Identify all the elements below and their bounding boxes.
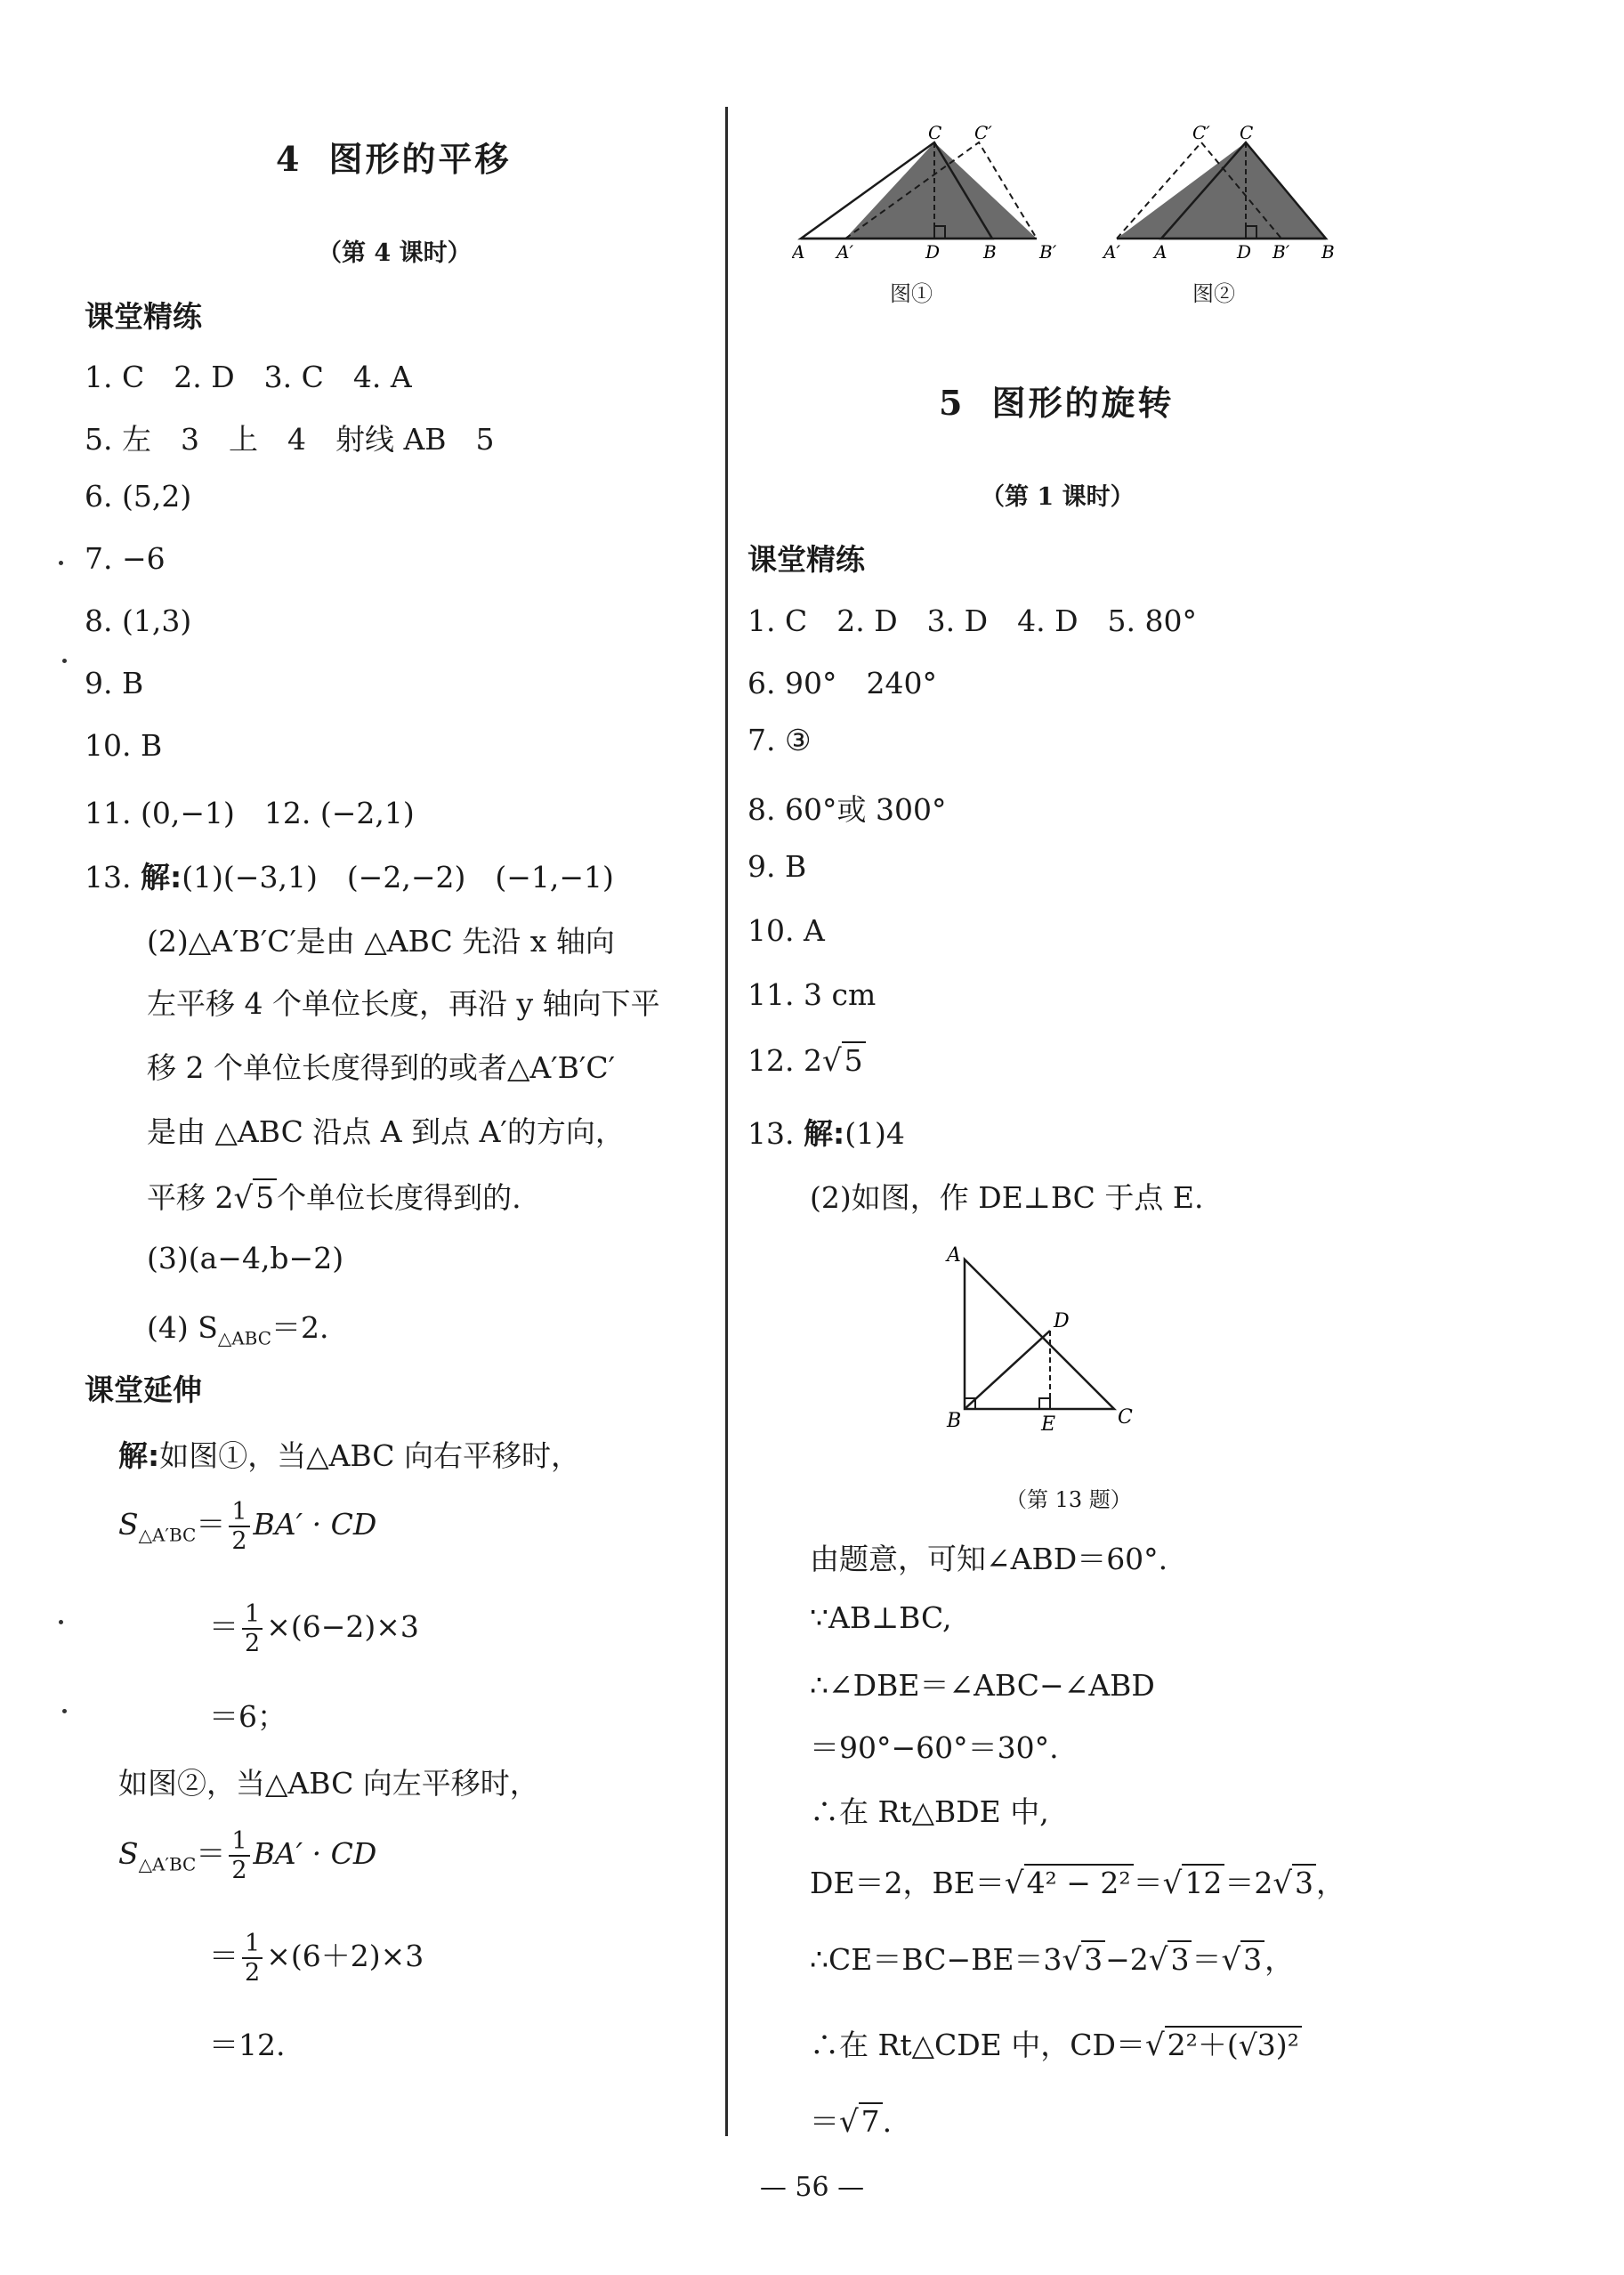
fig1-label-cp: C′ <box>974 125 992 143</box>
answer-8: 8. (1,3) <box>85 603 192 638</box>
s5-step-6-rad1: 4² − 2² <box>1024 1864 1134 1901</box>
fig2-shaded-triangle <box>1117 142 1326 239</box>
ext-eq-3: ＝ <box>196 1836 226 1871</box>
section-4-title-text: 图形的平移 <box>328 139 512 179</box>
s5-answer-13-jie: 解: <box>803 1116 845 1151</box>
s5-answer-13-part-1 <box>747 1111 905 1153</box>
sqrt-sign: √ <box>1221 1942 1241 1978</box>
fraction-numerator: 1 <box>229 1829 249 1857</box>
answer-13-p4-a: (4) S <box>147 1310 218 1345</box>
answer-11-12: 11. (0,−1) 12. (−2,1) <box>85 796 415 830</box>
s5-step-6-rad2: 12 <box>1182 1864 1224 1901</box>
ext-line-7 <box>209 1931 424 1985</box>
s5-answer-13-part-2: (2)如图，作 DE⊥BC 于点 E. <box>810 1180 1204 1215</box>
ext-line-2 <box>118 1500 376 1553</box>
s5-step-8 <box>810 2022 1302 2064</box>
s5-step-7-c: ＝ <box>1192 1942 1222 1977</box>
figure-13-caption: （第 13 题） <box>1006 1487 1132 1512</box>
sqrt-sign: √ <box>821 1043 842 1079</box>
s5-answer-13-p1: (1)4 <box>844 1116 905 1151</box>
ext-line-3 <box>209 1602 419 1656</box>
figure-13 <box>943 1242 1139 1437</box>
s5-step-6 <box>810 1860 1345 1902</box>
fig2-label-d: D <box>1237 241 1252 258</box>
fraction-numerator: 1 <box>242 1931 263 1959</box>
s5-step-6-c: ＝2 <box>1224 1866 1273 1900</box>
fig13-label-b: B <box>947 1410 962 1432</box>
answer-9: 9. B <box>85 666 144 700</box>
s5-step-8-a: ∴在 Rt△CDE 中，CD＝ <box>810 2028 1145 2062</box>
fig1-shaded-triangle <box>845 142 1037 239</box>
sqrt-sign: √ <box>233 1180 254 1216</box>
ext-line-6 <box>118 1829 376 1882</box>
ext-line-4: ＝6； <box>209 1699 287 1734</box>
section-5-lesson: （第 1 课时） <box>981 483 1135 511</box>
s5-answer-12-radicand: 5 <box>842 1041 866 1079</box>
ext-line-1-text: 如图①，当△ABC 向右平移时， <box>159 1438 581 1473</box>
ext-s-sub: △A′BC <box>138 1524 197 1546</box>
sqrt-sign: √ <box>839 2104 859 2140</box>
s5-step-9 <box>810 2099 892 2141</box>
ext-s-label-2: S <box>118 1836 139 1871</box>
section-4-title <box>276 132 511 181</box>
margin-dot <box>59 1620 63 1624</box>
s5-answer-10: 10. A <box>747 913 825 948</box>
ext-line-6-tail: BA′ · CD <box>253 1836 377 1871</box>
s5-answer-13-number: 13. <box>747 1116 795 1151</box>
s5-answer-7: 7. ③ <box>747 723 812 757</box>
answer-1-4: 1. C 2. D 3. C 4. A <box>85 360 412 394</box>
figure-2-caption: 图② <box>1192 281 1235 306</box>
margin-dot <box>62 659 67 663</box>
section-4-number: 4 <box>276 139 303 179</box>
s5-step-7-b: −2 <box>1105 1942 1149 1977</box>
fraction-half-3 <box>229 1829 249 1882</box>
answer-13-p2-l5-radicand: 5 <box>253 1178 277 1216</box>
page-number: — 56 — <box>759 2172 865 2203</box>
answer-13-p4-sub: △ABC <box>217 1327 272 1349</box>
answer-13-p4-b: ＝2. <box>271 1310 329 1345</box>
sqrt-sign: √ <box>1004 1866 1024 1901</box>
s5-step-7-d: ， <box>1264 1942 1295 1977</box>
fig2-label-c: C <box>1240 125 1254 143</box>
s5-step-8-rad: 2²＋(√3)² <box>1165 2026 1302 2063</box>
sqrt-sign: √ <box>1273 1866 1292 1901</box>
ext-eq-4: ＝ <box>209 1939 238 1973</box>
answer-13-part-3: (3)(a−4,b−2) <box>147 1241 344 1275</box>
answer-5: 5. 左 3 上 4 射线 AB 5 <box>85 422 495 457</box>
ext-eq-2: ＝ <box>209 1609 238 1644</box>
answer-7: 7. −6 <box>85 541 166 576</box>
fig13-label-e: E <box>1041 1413 1056 1436</box>
fig1-label-bp: B′ <box>1039 241 1057 258</box>
fraction-numerator: 1 <box>242 1602 263 1630</box>
section-5-title-text: 图形的旋转 <box>991 383 1175 423</box>
section-5-title <box>939 376 1174 425</box>
fig13-label-c: C <box>1118 1406 1133 1429</box>
ext-line-3-tail: ×(6−2)×3 <box>266 1609 419 1644</box>
ext-line-7-tail: ×(6＋2)×3 <box>266 1939 424 1973</box>
figure-1 <box>792 125 1095 258</box>
ext-eq: ＝ <box>196 1507 226 1542</box>
s5-answer-6: 6. 90° 240° <box>747 666 937 700</box>
fig13-segment-bd <box>965 1331 1050 1409</box>
fig2-label-bp: B′ <box>1273 241 1290 258</box>
ext-s-sub-2: △A′BC <box>138 1853 197 1875</box>
fraction-denominator: 2 <box>245 1959 261 1987</box>
sqrt-sign: √ <box>1148 1942 1168 1978</box>
margin-dot <box>59 561 63 565</box>
s5-step-6-rad3: 3 <box>1292 1864 1316 1901</box>
fig13-triangle-abc <box>965 1259 1114 1409</box>
fig1-label-d: D <box>925 241 941 258</box>
s5-answer-12 <box>747 1041 866 1079</box>
fig13-label-d: D <box>1054 1310 1070 1332</box>
fig2-label-a: A <box>1154 241 1168 258</box>
section-4-ketang-heading: 课堂精练 <box>85 299 202 334</box>
answer-13-part-1 <box>85 854 614 896</box>
answer-13-part-2-line-5 <box>147 1175 521 1217</box>
s5-step-4: ＝90°−60°＝30°. <box>810 1730 1059 1765</box>
answer-13-p2-l5-b: 个单位长度得到的. <box>277 1180 521 1215</box>
fraction-half <box>229 1500 249 1553</box>
s5-step-7-rad3: 3 <box>1240 1940 1264 1978</box>
s5-answer-8: 8. 60°或 300° <box>747 792 947 827</box>
fig1-label-a: A <box>792 241 805 258</box>
answer-6: 6. (5,2) <box>85 479 192 514</box>
s5-answer-11: 11. 3 cm <box>747 977 877 1012</box>
answer-13-jie: 解: <box>140 860 182 895</box>
sqrt-sign: √ <box>1162 1866 1183 1901</box>
fig2-label-cp: C′ <box>1192 125 1210 143</box>
answer-13-number: 13. <box>85 860 132 895</box>
s5-answer-9: 9. B <box>747 849 807 884</box>
fig2-label-ap: A′ <box>1103 241 1120 258</box>
fraction-denominator: 2 <box>245 1630 261 1657</box>
section-4-lesson: （第 4 课时） <box>318 239 472 267</box>
ext-line-5: 如图②，当△ABC 向左平移时， <box>118 1766 539 1801</box>
figure-2 <box>1099 125 1384 258</box>
ext-line-2-tail: BA′ · CD <box>253 1507 377 1542</box>
figure-1-caption: 图① <box>890 281 933 306</box>
s5-step-7 <box>810 1937 1294 1979</box>
section-5-ketang-heading: 课堂精练 <box>747 542 865 577</box>
fraction-half-4 <box>242 1931 263 1985</box>
sqrt-sign: √ <box>1062 1942 1082 1978</box>
answer-10: 10. B <box>85 728 163 763</box>
fig1-label-b: B <box>983 241 997 258</box>
answer-13-part-2-line-3: 移 2 个单位长度得到的或者△A′B′C′ <box>147 1050 616 1085</box>
s5-step-6-a: DE＝2，BE＝ <box>810 1866 1005 1900</box>
s5-step-6-d: ， <box>1316 1866 1345 1900</box>
answer-13-p1-text: (1)(−3,1) (−2,−2) (−1,−1) <box>182 860 614 895</box>
s5-answer-12-a: 12. 2 <box>747 1043 822 1078</box>
answer-13-part-2-line-2: 左平移 4 个单位长度，再沿 y 轴向下平 <box>147 986 660 1021</box>
ext-s-label: S <box>118 1507 139 1542</box>
s5-answer-1-5: 1. C 2. D 3. D 4. D 5. 80° <box>747 603 1197 638</box>
answer-13-p2-l5-a: 平移 2 <box>147 1180 234 1215</box>
s5-step-9-a: ＝ <box>810 2104 839 2139</box>
s5-step-2: ∵AB⊥BC, <box>810 1600 952 1635</box>
ext-line-8: ＝12. <box>209 2028 286 2062</box>
fraction-numerator: 1 <box>229 1500 249 1527</box>
s5-step-1: 由题意，可知∠ABD＝60°. <box>810 1542 1168 1576</box>
answer-13-part-2-line-4: 是由 △ABC 沿点 A 到点 A′的方向， <box>147 1114 625 1149</box>
s5-step-3: ∴∠DBE＝∠ABC−∠ABD <box>810 1668 1155 1703</box>
ext-line-1 <box>118 1433 580 1475</box>
fig2-label-b: B <box>1321 241 1335 258</box>
fraction-denominator: 2 <box>231 1857 247 1884</box>
fraction-denominator: 2 <box>231 1527 247 1555</box>
fig13-right-angle-e <box>1039 1398 1050 1409</box>
sqrt-sign: √ <box>1144 2028 1165 2063</box>
answer-13-part-2-line-1: (2)△A′B′C′是由 △ABC 先沿 x 轴向 <box>147 924 615 959</box>
margin-dot <box>62 1709 67 1713</box>
s5-step-7-rad2: 3 <box>1168 1940 1192 1978</box>
fraction-half-2 <box>242 1602 263 1656</box>
s5-step-6-b: ＝ <box>1133 1866 1163 1900</box>
s5-step-5: ∴在 Rt△BDE 中, <box>810 1794 1049 1829</box>
s5-step-7-rad1: 3 <box>1081 1940 1105 1978</box>
answer-13-part-4 <box>147 1305 329 1349</box>
s5-step-9-b: . <box>882 2104 893 2139</box>
section-5-number: 5 <box>939 383 966 423</box>
column-divider <box>725 107 728 2136</box>
s5-step-7-a: ∴CE＝BC−BE＝3 <box>810 1942 1062 1977</box>
fig1-label-ap: A′ <box>836 241 853 258</box>
section-4-yanshen-heading: 课堂延伸 <box>85 1372 202 1407</box>
ext-jie: 解: <box>118 1438 160 1473</box>
fig1-label-c: C <box>928 125 942 143</box>
fig13-label-a: A <box>947 1244 961 1267</box>
s5-step-9-rad: 7 <box>859 2102 883 2140</box>
